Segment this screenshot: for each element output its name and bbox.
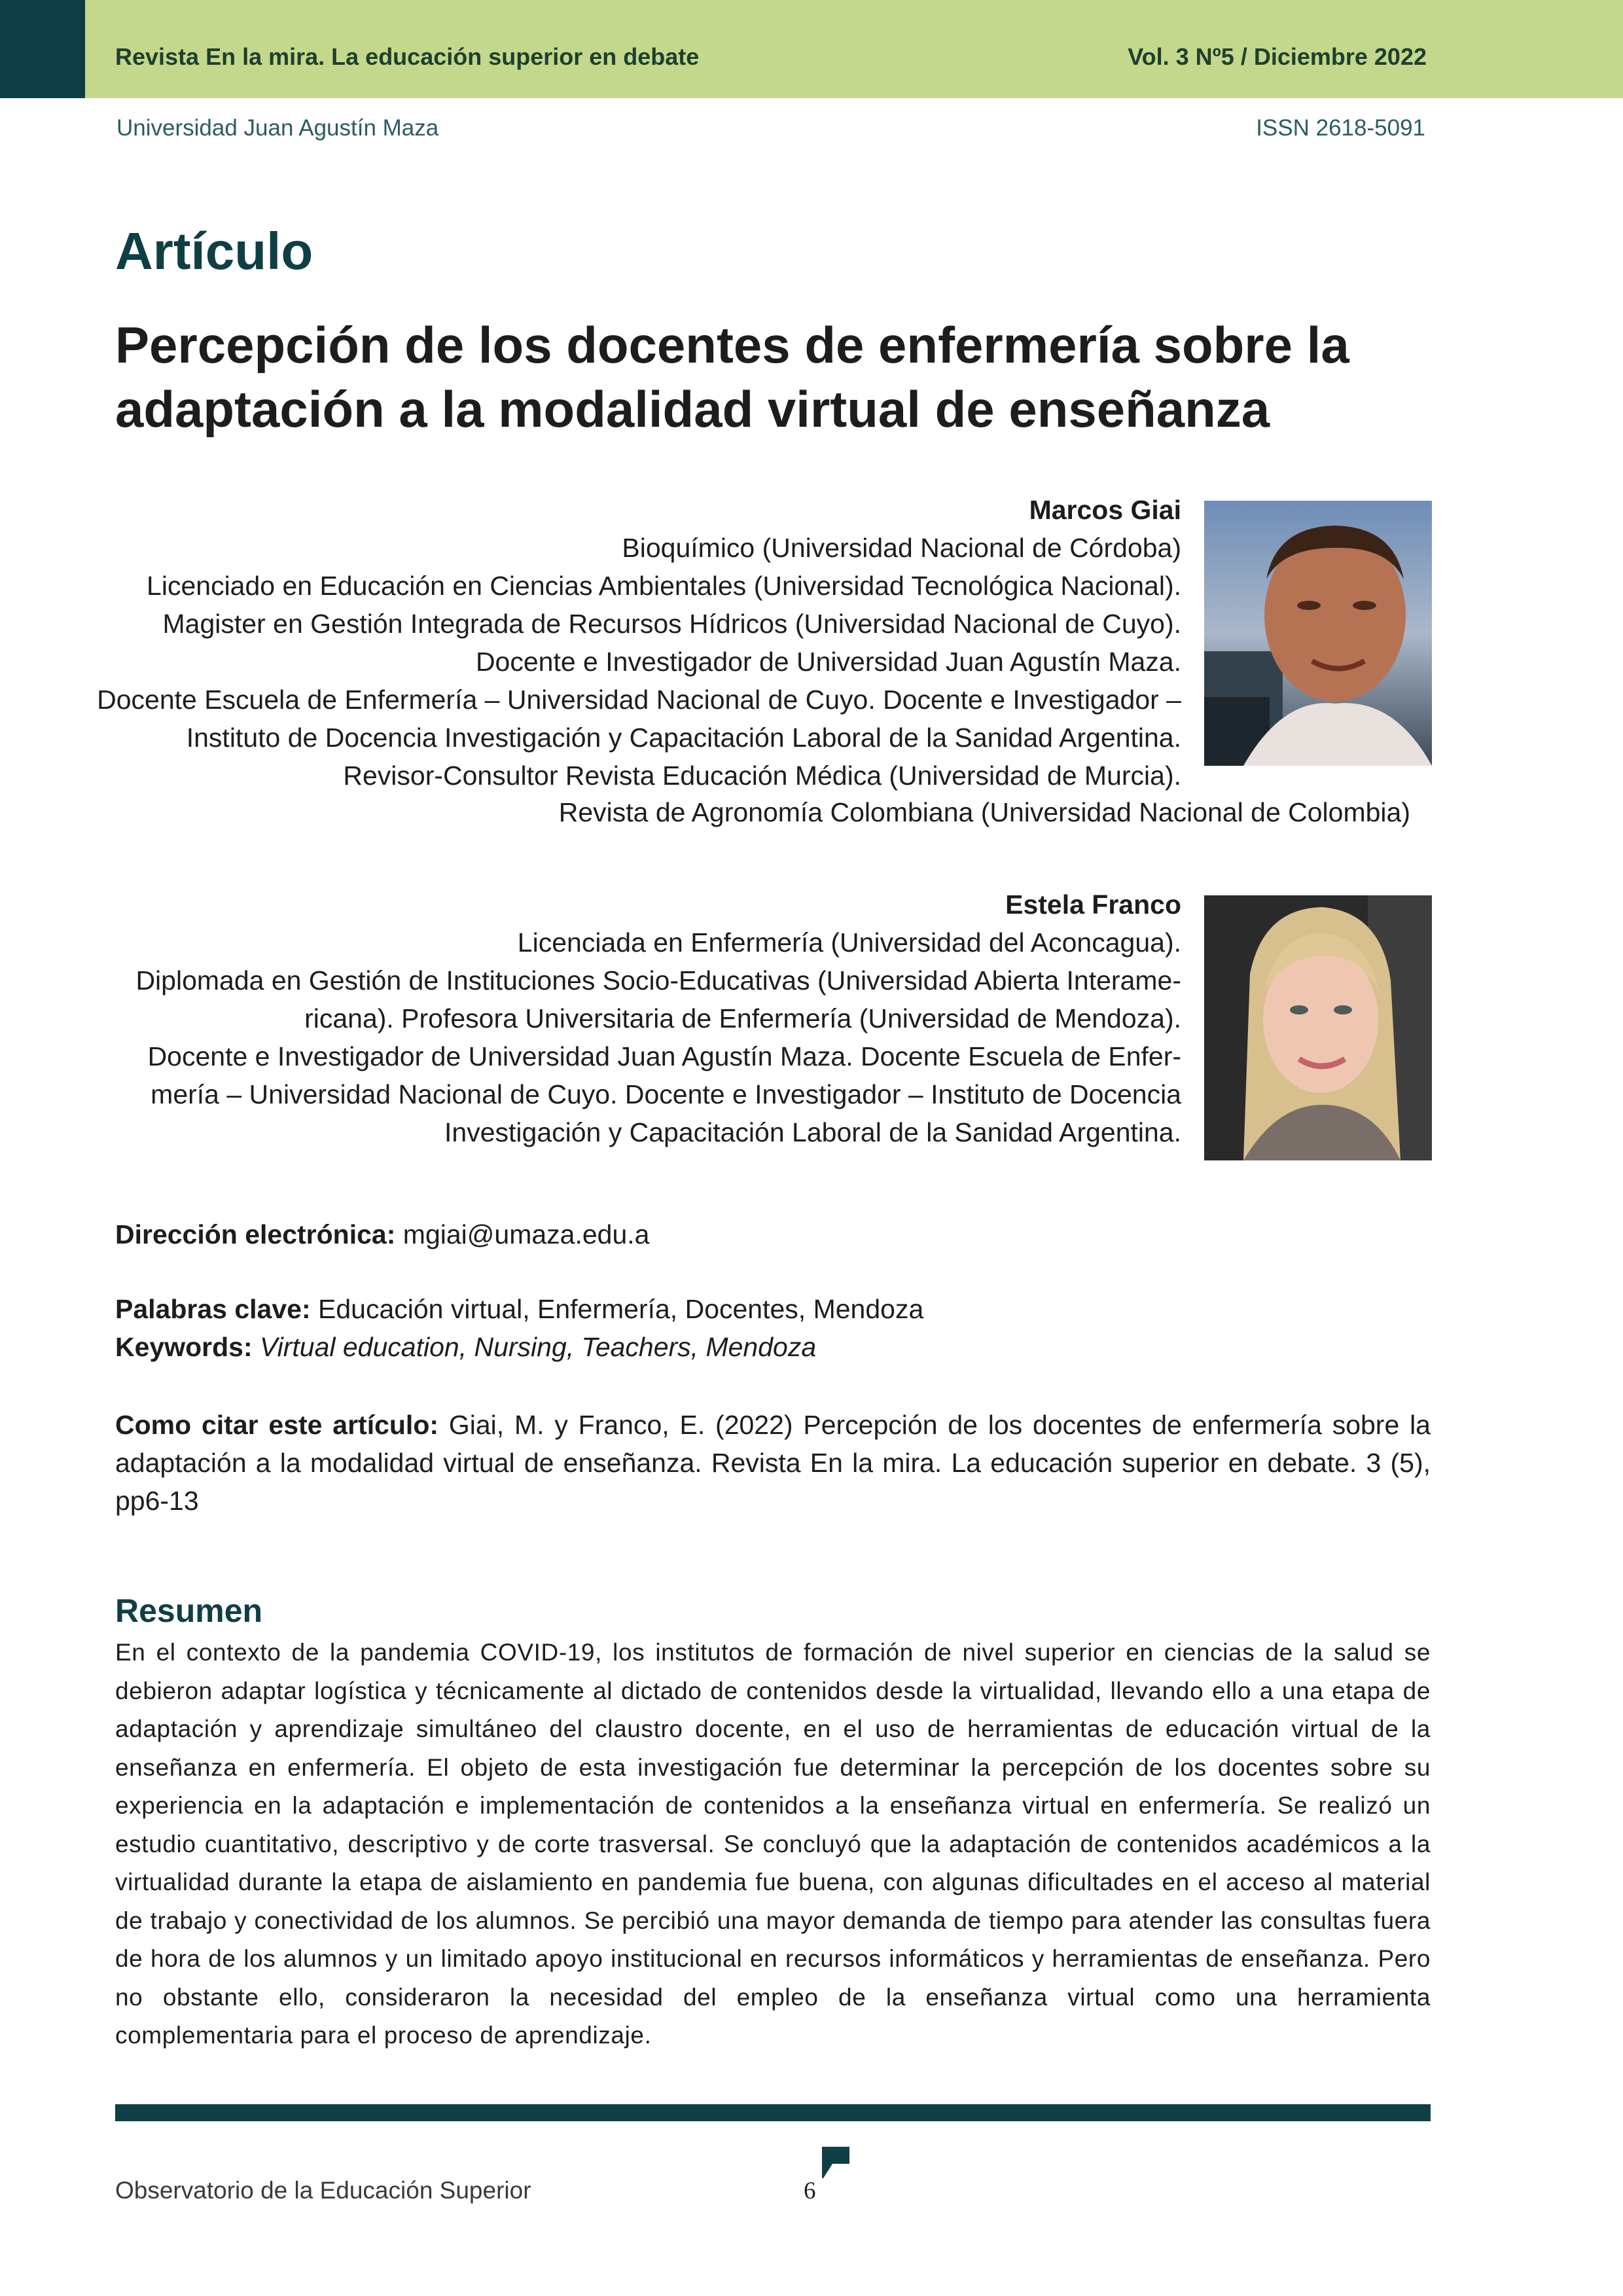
flag-icon	[819, 2144, 852, 2182]
keywords-en-value: Virtual education, Nursing, Teachers, Mendoza	[260, 1332, 817, 1362]
journal-name: Revista En la mira. La educación superior en debate	[115, 43, 700, 70]
bio-line: Bioquímico (Universidad Nacional de Córdoba)	[622, 533, 1181, 563]
bio-line: Docente Escuela de Enfermería – Universidad Nacional de Cuyo. Docente e Investigador –	[97, 685, 1181, 715]
cite-text: Giai, M. y Franco, E. (2022) Percepción de los docentes de enfermería sobre la adaptación a la modalidad virtual de enseñanza. Revista En la mira. La educación superior en debate. 3 (5), pp6-13	[115, 1410, 1431, 1516]
author-email[interactable]: mgiai@umaza.edu.a	[402, 1219, 650, 1249]
author-photo-estela-franco	[1204, 895, 1432, 1160]
bio-line: Instituto de Docencia Investigación y Capacitación Laboral de la Sanidad Argentina.	[186, 723, 1181, 753]
keywords-en-label: Keywords:	[115, 1332, 253, 1362]
keywords-es	[115, 1290, 1431, 1328]
university-name: Universidad Juan Agustín Maza	[116, 115, 439, 141]
author-name: Marcos Giai	[1029, 495, 1181, 525]
issn: ISSN 2618-5091	[1256, 115, 1425, 141]
article-title	[115, 313, 1522, 441]
citation	[115, 1406, 1431, 1520]
bio-line: Docente e Investigador de Universidad Juan Agustín Maza.	[475, 647, 1181, 677]
abstract-heading: Resumen	[115, 1592, 263, 1629]
title-line: Percepción de los docentes de enfermería sobre la	[115, 316, 1349, 374]
bio-line: Magister en Gestión Integrada de Recursos Hídricos (Universidad Nacional de Cuyo).	[162, 609, 1181, 639]
author-bio-marcos-giai	[69, 491, 1181, 795]
footer-observatory: Observatorio de la Educación Superior	[115, 2177, 531, 2204]
email-line	[115, 1215, 1431, 1253]
keywords-block	[115, 1290, 1431, 1366]
abstract-body: En el contexto de la pandemia COVID-19, los institutos de formación de nivel superior en ciencias de la salud se debieron adaptar logística y técnicamente al dictado de contenidos desde la virtualidad, llevando ello a una etapa de adaptación y aprendizaje simultáneo del claustro docente, en el uso de herramientas de educación virtual de la enseñanza en enfermería. El objeto de esta investigación fue determinar la percepción de los docentes sobre su experiencia en la adaptación e implementación de contenidos a la enseñanza virtual en enfermería. Se realizó un estudio cuantitativo, descriptivo y de corte trasversal. Se concluyó que la adaptación de contenidos académicos a la virtualidad durante la etapa de aislamiento en pandemia fue buena, con algunas dificultades en el acceso al material de trabajo y conectividad de los alumnos. Se percibió una mayor demanda de tiempo para atender las consultas fuera de hora de los alumnos y un limitado apoyo institucional en recursos informáticos y herramientas de enseñanza. Pero no obstante ello, consideraron la necesidad del empleo de la enseñanza virtual como una herramienta complementaria para el proceso de aprendizaje.	[115, 1639, 1431, 2049]
bio-line: Revisor-Consultor Revista Educación Médica (Universidad de Murcia).	[343, 761, 1181, 791]
bio-line: Licenciado en Educación en Ciencias Ambientales (Universidad Tecnológica Nacional).	[147, 571, 1181, 601]
bio-line: Revista de Agronomía Colombiana (Universidad Nacional de Colombia)	[558, 797, 1410, 827]
bio-line: Licenciada en Enfermería (Universidad del Aconcagua).	[517, 927, 1181, 958]
bio-line: Investigación y Capacitación Laboral de la Sanidad Argentina.	[444, 1117, 1181, 1147]
header-accent-block	[0, 0, 85, 98]
page-number: 6	[804, 2178, 816, 2204]
keywords-en	[115, 1328, 1431, 1366]
title-line: adaptación a la modalidad virtual de enseñanza	[115, 380, 1270, 438]
volume-info: Vol. 3 Nº5 / Diciembre 2022	[1128, 43, 1427, 70]
bio-line: Docente e Investigador de Universidad Juan Agustín Maza. Docente Escuela de Enfer-	[147, 1041, 1181, 1071]
keywords-value: Educación virtual, Enfermería, Docentes, Mendoza	[318, 1294, 924, 1324]
section-label: Artículo	[115, 222, 313, 280]
keywords-label: Palabras clave:	[115, 1294, 311, 1324]
cite-label: Como citar este artículo:	[115, 1410, 439, 1440]
author-bio-estela-franco	[69, 886, 1181, 1151]
footer-rule	[115, 2104, 1431, 2121]
bio-line: ricana). Profesora Universitaria de Enfermería (Universidad de Mendoza).	[304, 1003, 1181, 1033]
bio-line: Diplomada en Gestión de Instituciones Socio-Educativas (Universidad Abierta Interame-	[135, 965, 1181, 996]
bio-line: mería – Universidad Nacional de Cuyo. Docente e Investigador – Instituto de Docencia	[151, 1079, 1181, 1109]
author-photo-marcos-giai	[1204, 501, 1432, 766]
email-label: Dirección electrónica:	[115, 1219, 396, 1249]
author-name: Estela Franco	[1005, 889, 1181, 920]
